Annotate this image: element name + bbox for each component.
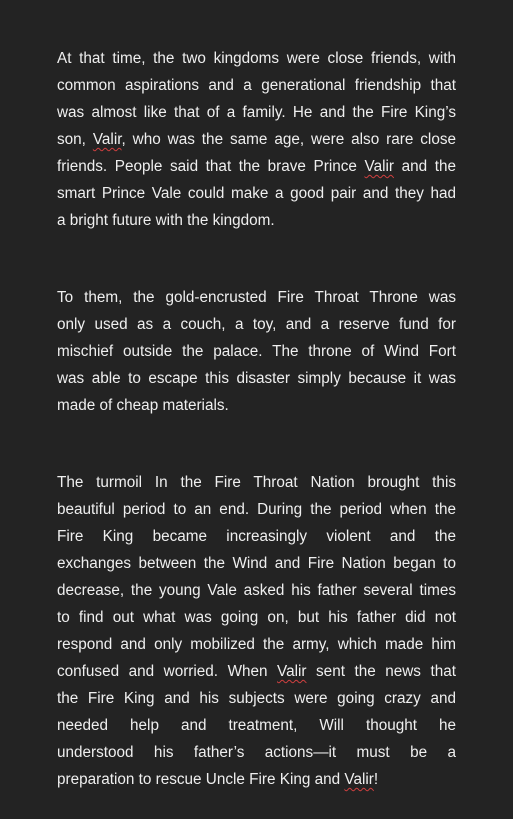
text-line xyxy=(57,126,456,153)
paragraph xyxy=(57,284,456,419)
text-line: a bright future with the kingdom. xyxy=(57,212,275,229)
paragraph xyxy=(57,45,456,234)
text-line: needed help and treatment, Will thought he xyxy=(57,717,456,734)
text-line: was almost like that of a family. He and the Fire King’s xyxy=(57,104,456,121)
text-line: Fire King became increasingly violent and the xyxy=(57,528,456,545)
text-line: beautiful period to an end. During the period when the xyxy=(57,501,456,518)
spellcheck-flagged-word[interactable]: Valir xyxy=(277,663,307,680)
spellcheck-flagged-word[interactable]: Valir xyxy=(344,771,374,788)
text-line: was able to escape this disaster simply because it was xyxy=(57,370,456,387)
text-line: exchanges between the Wind and Fire Nation began to xyxy=(57,555,456,572)
spellcheck-flagged-word[interactable]: Valir xyxy=(92,131,122,148)
spellcheck-flagged-word[interactable]: Valir xyxy=(364,158,394,175)
text-segment: friends. People said that the brave Prince xyxy=(57,158,365,175)
text-segment: son, xyxy=(57,131,93,148)
text-segment: confused and worried. When xyxy=(57,663,278,680)
text-line: At that time, the two kingdoms were close friends, with xyxy=(57,50,456,67)
text-line: understood his father’s actions—it must be a xyxy=(57,744,456,761)
text-segment: ! xyxy=(373,771,379,788)
text-line xyxy=(57,766,456,793)
text-segment: , who was the same age, were also rare close xyxy=(121,131,456,148)
text-line: to find out what was going on, but his father did not xyxy=(57,609,456,626)
paragraph xyxy=(57,469,456,793)
text-line: mischief outside the palace. The throne of Wind Fort xyxy=(57,343,456,360)
text-segment: preparation to rescue Uncle Fire King and xyxy=(57,771,345,788)
text-line: To them, the gold-encrusted Fire Throat Throne was xyxy=(57,289,456,306)
text-line: common aspirations and a generational friendship that xyxy=(57,77,456,94)
text-line: The turmoil In the Fire Throat Nation brought this xyxy=(57,474,456,491)
text-line: decrease, the young Vale asked his father several times xyxy=(57,582,456,599)
text-line: made of cheap materials. xyxy=(57,397,229,414)
text-line: respond and only mobilized the army, which made him xyxy=(57,636,456,653)
text-line: smart Prince Vale could make a good pair and they had xyxy=(57,185,456,202)
text-segment: and the xyxy=(393,158,456,175)
text-line xyxy=(57,153,456,180)
text-segment: sent the news that xyxy=(306,663,456,680)
text-line: the Fire King and his subjects were going crazy and xyxy=(57,690,456,707)
text-line: only used as a couch, a toy, and a reserve fund for xyxy=(57,316,456,333)
text-line xyxy=(57,658,456,685)
